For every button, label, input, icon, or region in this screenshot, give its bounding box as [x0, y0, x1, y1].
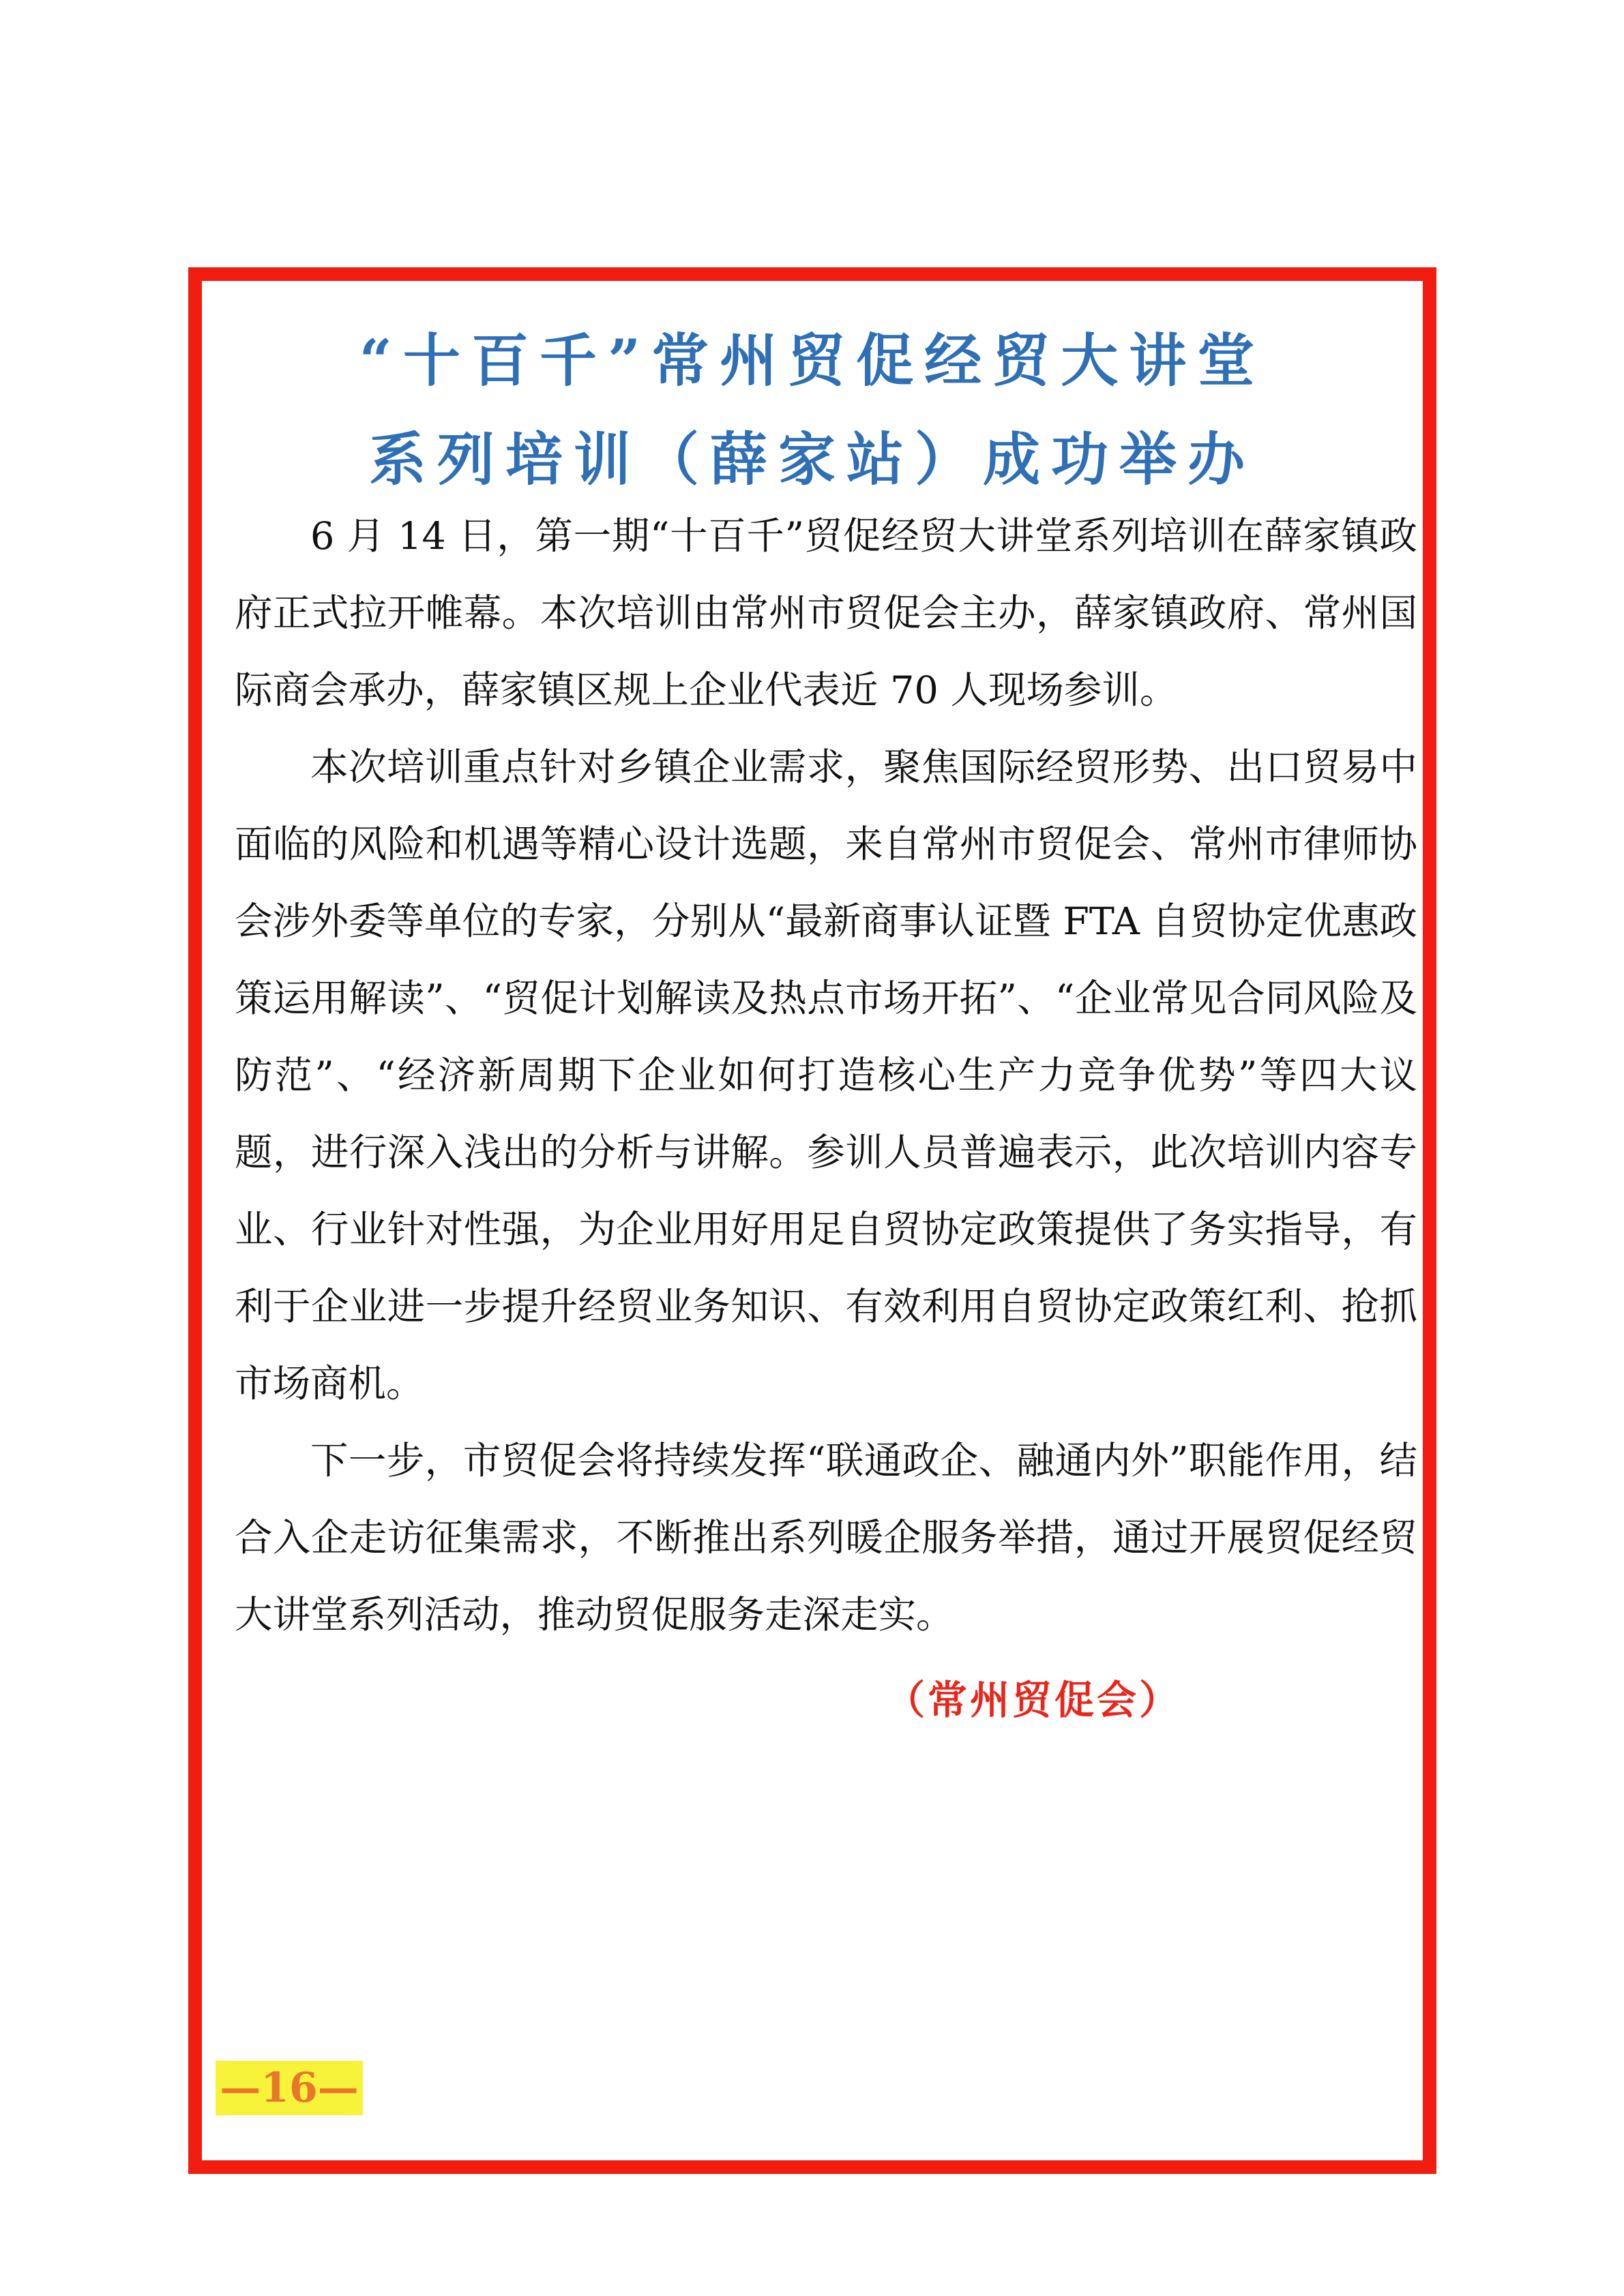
article-signature: （常州贸促会） [885, 1677, 1182, 1723]
article-frame [188, 267, 1436, 2174]
article-body [235, 498, 1417, 1654]
page-number: —16— [216, 2061, 363, 2115]
article-title-line-1: “十百千”常州贸促经贸大讲堂 [359, 327, 1266, 394]
article-title-line-2: 系列培训（薛家站）成功举办 [368, 426, 1256, 493]
article-paragraph-1: 6 月 14 日，第一期“十百千”贸促经贸大讲堂系列培训在薛家镇政府正式拉开帷幕。本次培训由常州市贸促会主办，薛家镇政府、常州国际商会承办，薛家镇区规上企业代表近 70 人现场参训。 [235, 514, 1417, 713]
article-paragraph-2: 本次培训重点针对乡镇企业需求，聚焦国际经贸形势、出口贸易中面临的风险和机遇等精心设计选题，来自常州市贸促会、常州市律师协会涉外委等单位的专家，分别从“最新商事认证暨 FTA 自贸协定优惠政策运用解读”、“贸促计划解读及热点市场开拓”、“企业常见合同风险及防范”、“经济新周期下企业如何打造核心生产力竞争优势”等四大议题，进行深入浅出的分析与讲解。参训人员普遍表示，此次培训内容专业、行业针对性强，为企业用好用足自贸协定政策提供了务实指导，有利于企业进一步提升经贸业务知识、有效利用自贸协定政策红利、抢抓市场商机。 [235, 745, 1417, 1406]
article-paragraph-3: 下一步，市贸促会将持续发挥“联通政企、融通内外”职能作用，结合入企走访征集需求，不断推出系列暖企服务举措，通过开展贸促经贸大讲堂系列活动，推动贸促服务走深走实。 [235, 1439, 1417, 1637]
